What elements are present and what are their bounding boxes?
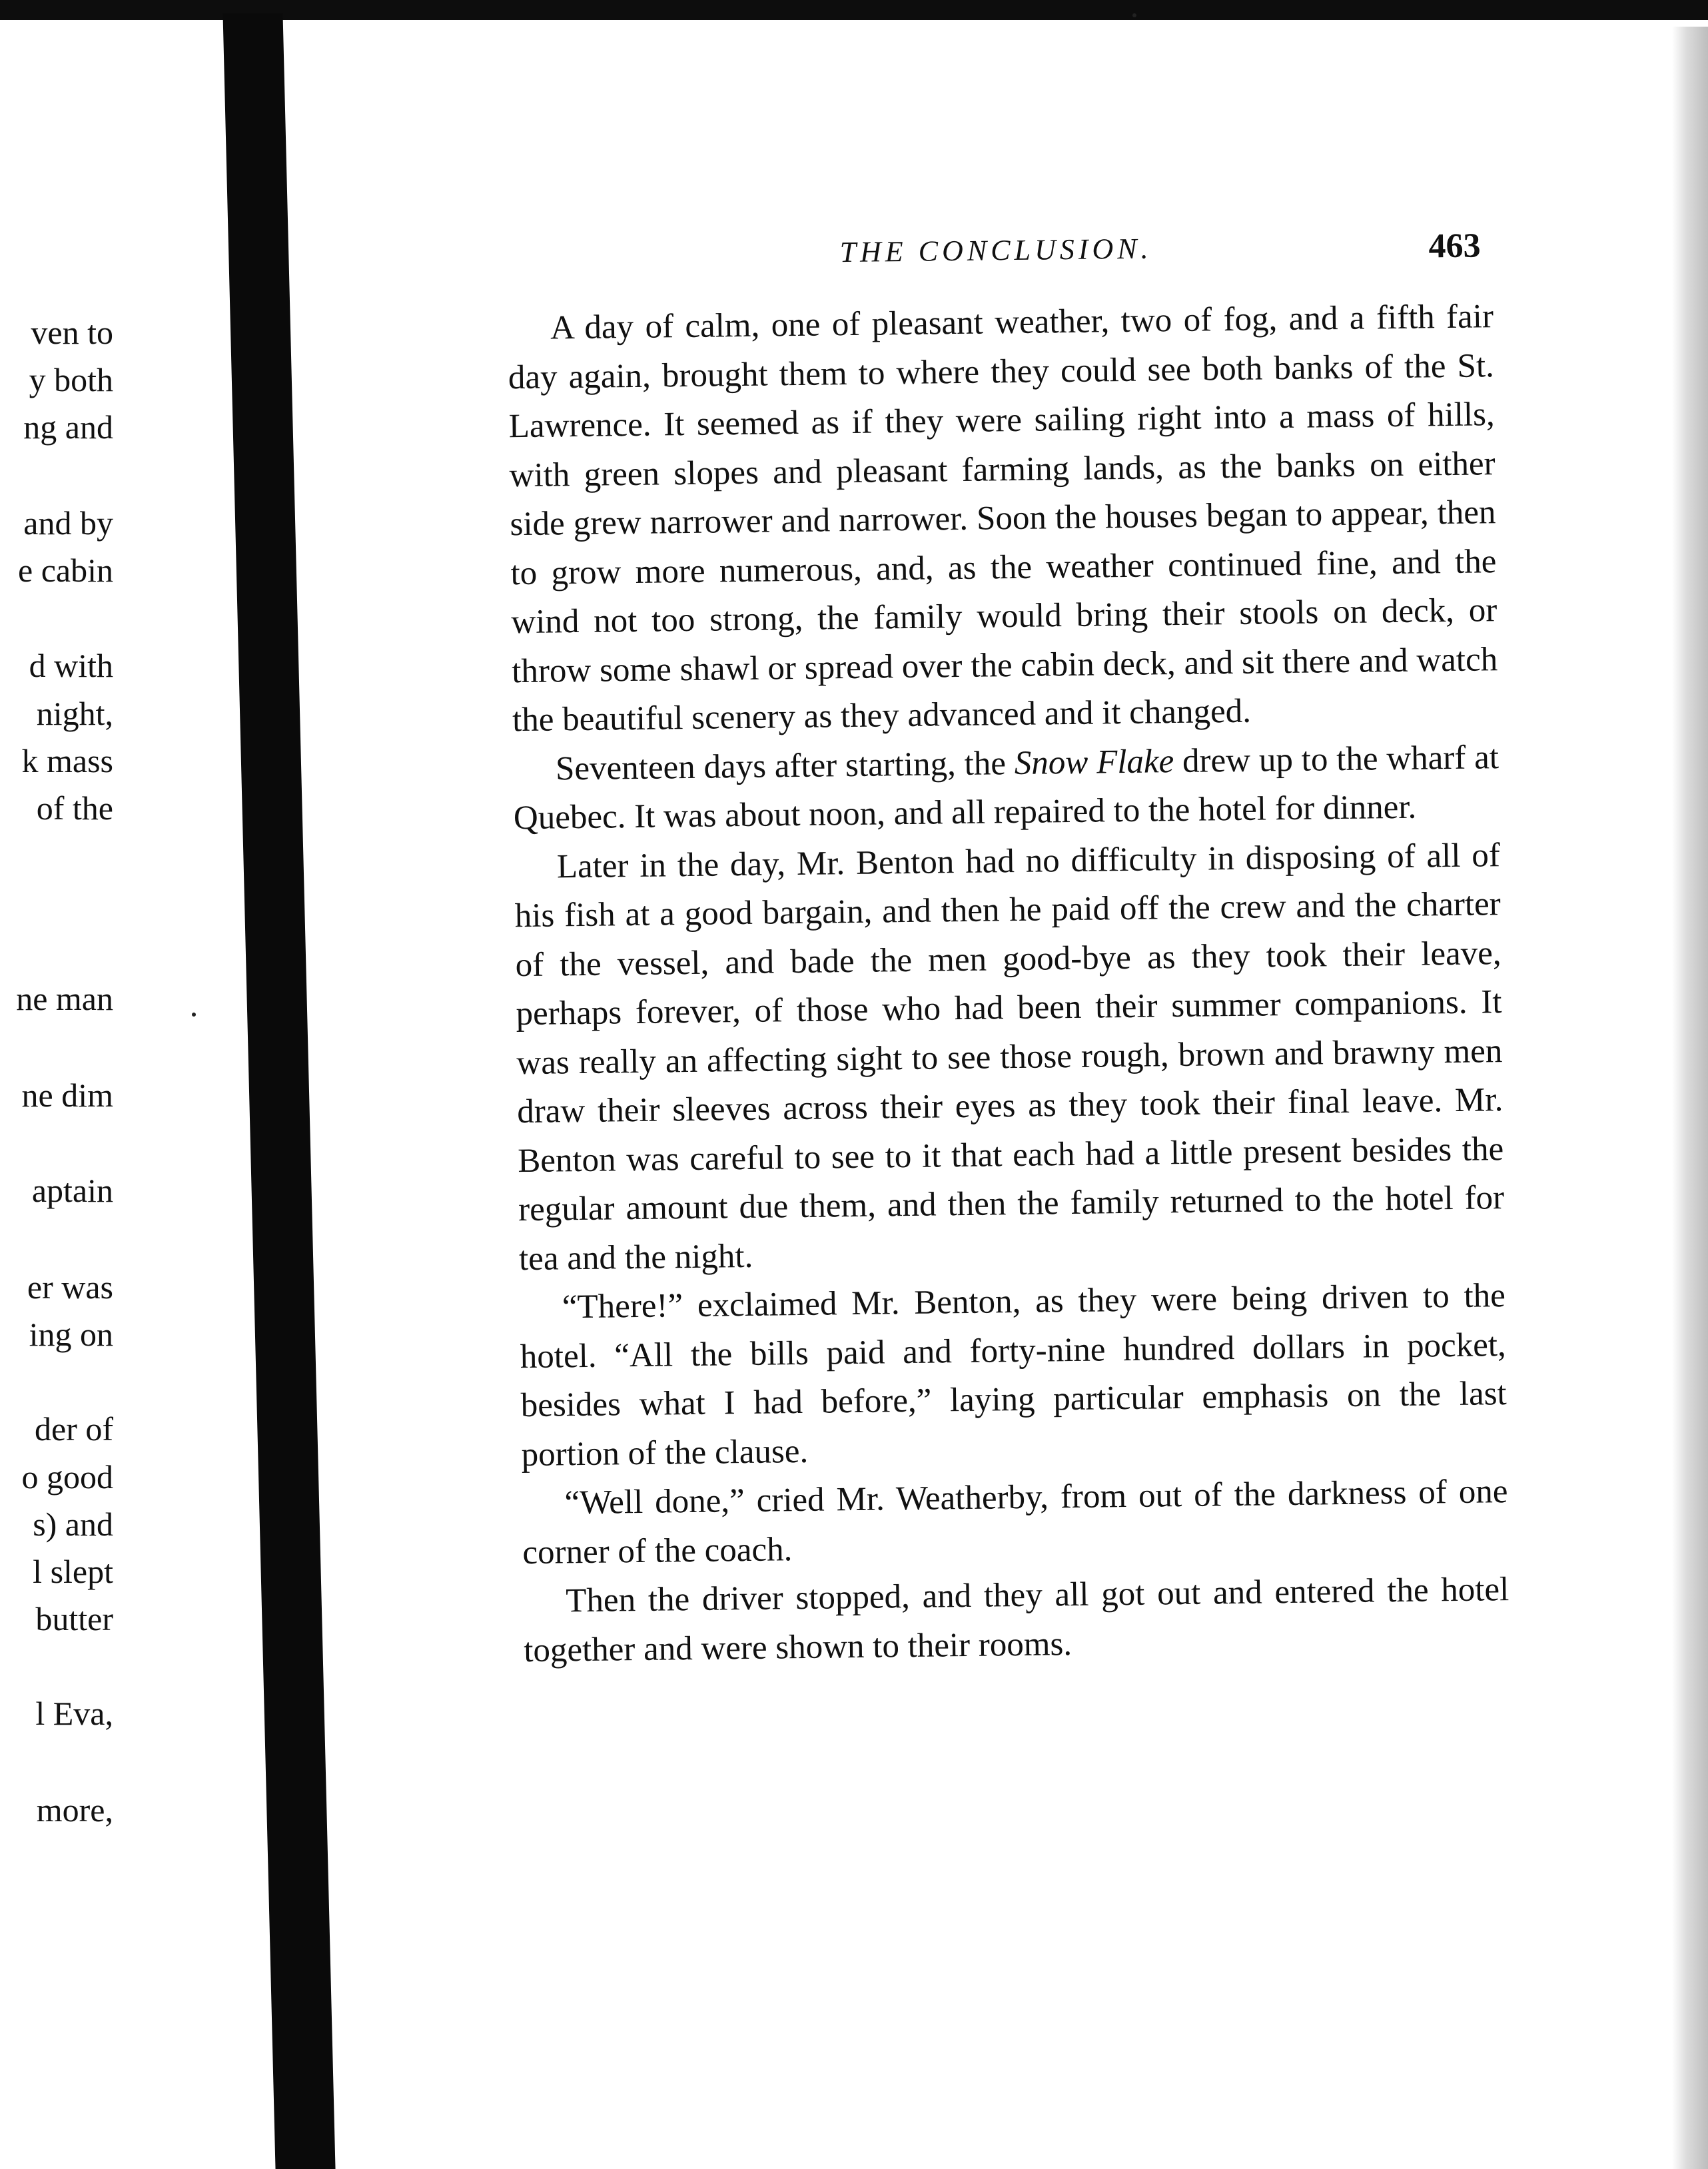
paragraph: A day of calm, one of pleasant weather, two of fog, and a fifth fair day again, brought them to where they could see both banks of the St. Lawrence. It seemed as if they were sailing right into a mass of hills, with green slopes and pleasant farming lands, as the banks on either side grew narrower and narrower. Soon the houses began to appear, then to grow more numerous, and, as the weather continued fine, and the wind not too strong, the family would bring their stools on deck, or throw some shawl or spread over the cabin deck, and sit there and watch the beautiful scenery as they advanced and it changed. xyxy=(508,298,1498,739)
book-gutter xyxy=(222,13,335,2169)
prev-line: d with xyxy=(29,647,113,684)
paragraph: Then the driver stopped, and they all got out and entered the hotel together and were shown to their rooms. xyxy=(523,1571,1509,1669)
previous-page-fragment xyxy=(0,286,133,1885)
prev-line: y both xyxy=(29,361,113,398)
body-text xyxy=(508,292,1510,1675)
prev-line: and by xyxy=(23,504,113,542)
prev-line: ven to xyxy=(31,314,113,351)
paragraph: “Well done,” cried Mr. Weatherby, from out of the darkness of one corner of the coach. xyxy=(522,1473,1508,1571)
prev-line: butter xyxy=(35,1600,113,1637)
prev-line: ng and xyxy=(23,408,113,446)
page-header xyxy=(466,207,1506,293)
scan-speck xyxy=(192,1013,196,1017)
book-page xyxy=(466,207,1527,1952)
prev-line: more, xyxy=(36,1791,113,1829)
running-title: THE CONCLUSION. xyxy=(839,232,1152,269)
prev-line: der of xyxy=(35,1410,113,1448)
prev-line: ing on xyxy=(29,1316,113,1353)
page-number: 463 xyxy=(1428,226,1481,266)
prev-line: night, xyxy=(36,695,113,732)
paragraph: Later in the day, Mr. Benton had no difficulty in disposing of all of his fish at a good bargain, and then he paid off the crew and the charter of the vessel, and bade the men good-bye as they took their leave, perhaps forever, of those who had been their summer companions. It was really an affecting sight to see those rough, brown and brawny men draw their sleeves across their eyes as they took their final leave. Mr. Benton was careful to see to it that each had a little present besides the regular amount due them, and then the family returned to the hotel for tea and the night. xyxy=(514,836,1505,1278)
scan-speck xyxy=(1132,13,1136,17)
prev-line: l Eva, xyxy=(35,1695,113,1732)
prev-line: k mass xyxy=(21,742,113,779)
paragraph: Seventeen days after starting, the Snow Flake drew up to the wharf at Quebec. It was about noon, and all repaired to the hotel for dinner. xyxy=(513,738,1499,837)
prev-line: s) and xyxy=(33,1506,113,1543)
prev-line: ne man xyxy=(16,980,113,1017)
prev-line: e cabin xyxy=(18,552,113,589)
prev-line: aptain xyxy=(31,1172,113,1209)
prev-line: er was xyxy=(27,1268,113,1306)
prev-line: o good xyxy=(21,1458,113,1496)
paragraph: “There!” exclaimed Mr. Benton, as they were being driven to the hotel. “All the bills paid and forty-nine hundred dollars in pocket, besides what I had before,” laying particular emphasis on the last portion of the clause. xyxy=(520,1277,1507,1474)
prev-line: of the xyxy=(36,789,113,827)
prev-line: ne dim xyxy=(21,1077,113,1114)
ship-name: Snow Flake xyxy=(1014,742,1174,782)
prev-line: l slept xyxy=(33,1553,113,1590)
page-edge-shadow xyxy=(1672,27,1708,2169)
